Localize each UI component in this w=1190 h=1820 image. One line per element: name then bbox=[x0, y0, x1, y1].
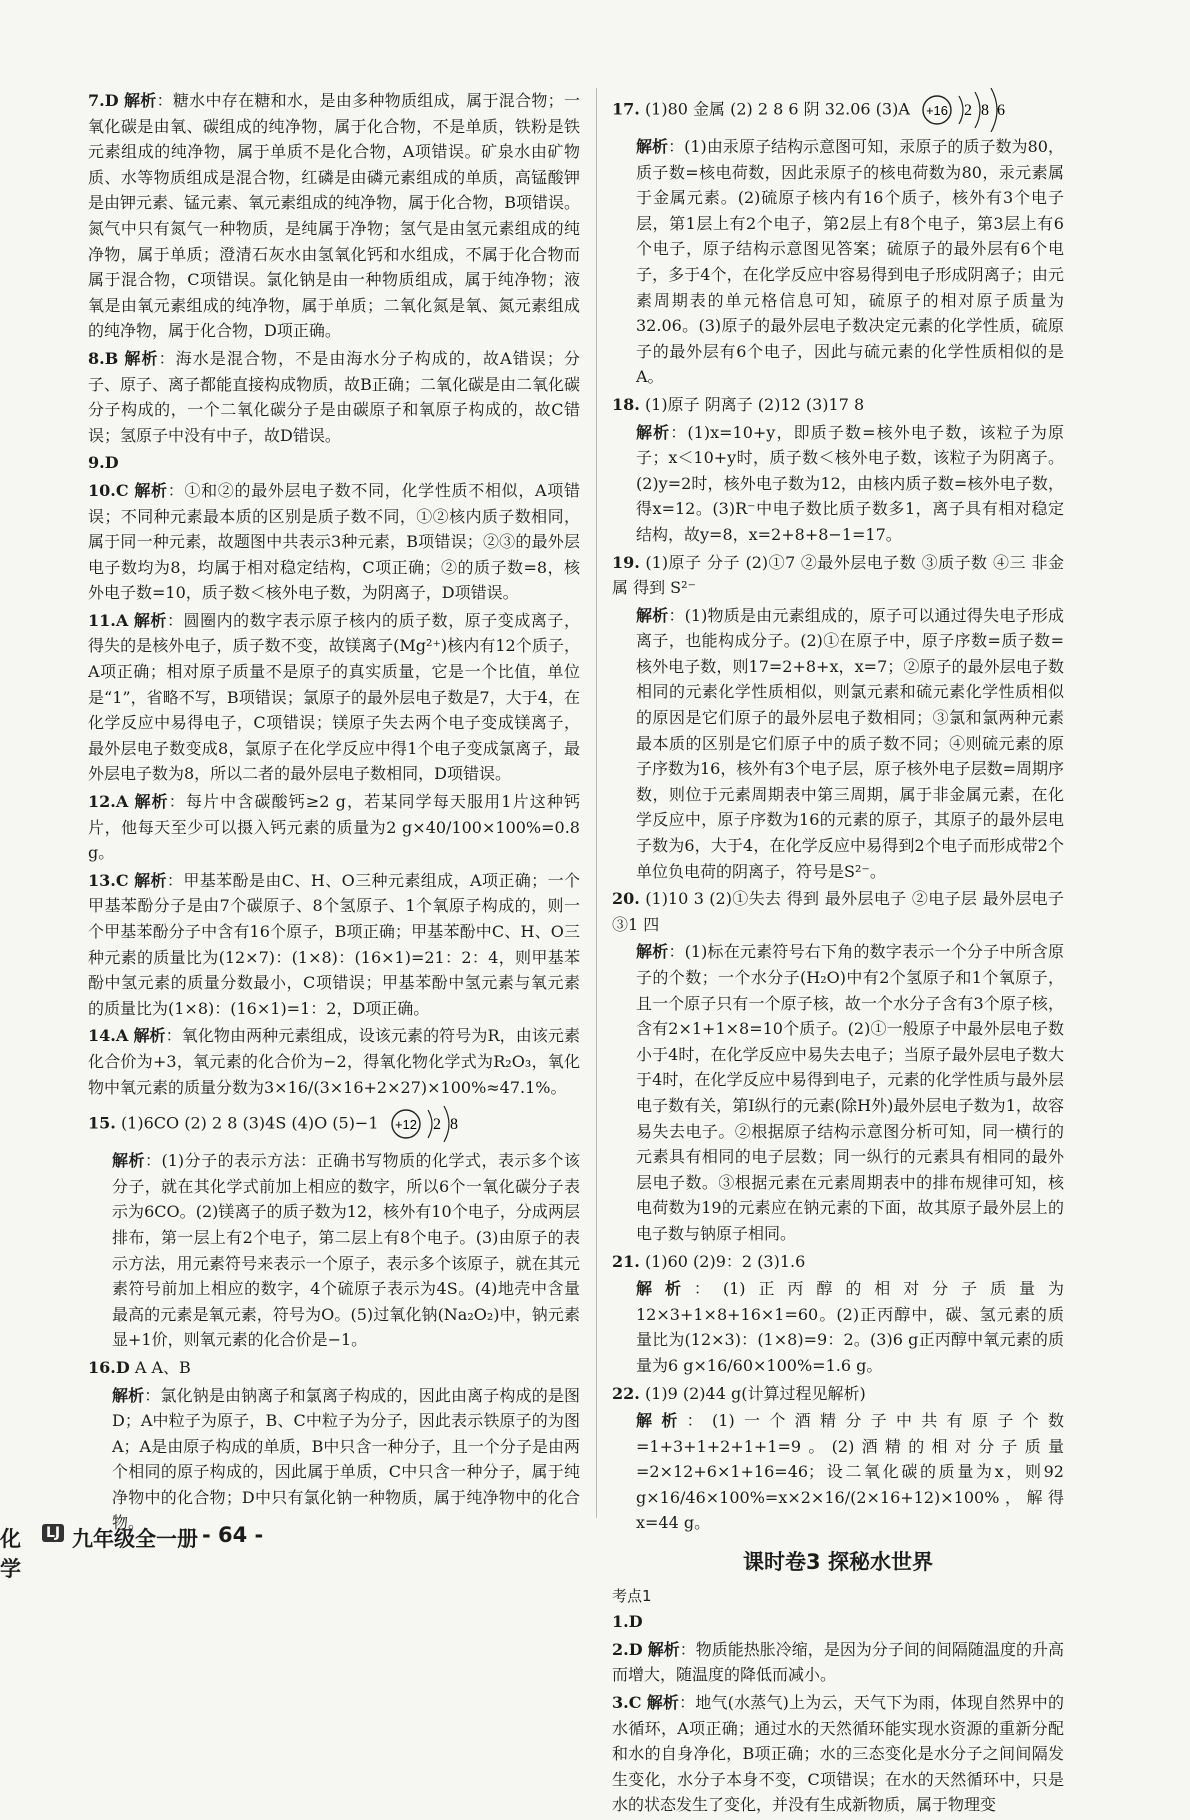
answer-item: 10.C 解析：①和②的最外层电子数不同，化学性质不相似，A项错误；不同种元素最本质的区别是质子数不同，①②核内质子数相同，属于同一种元素，故题图中共表示3种元素，B项错误；②③的最外层电子数均为8，均属于相对稳定结构，C项正确；②的质子数=8，核外电子数=10，质子数＜核外电子数，为阴离子，D项错误。 bbox=[88, 480, 580, 603]
analysis-text: 糖水中存在糖和水，是由多种物质组成，属于混合物；一氧化碳是由氧、碳组成的纯净物，属于化合物，不是单质，铁粉是铁元素组成的纯净物，属于单质不是化合物，A项错误。矿泉水由矿物质、水等物质组成是混合物，红磷是由磷元素组成的单质，高锰酸钾是由钾元素、锰元素、氧元素组成的纯净物，属于化合物，B项错误。氮气中只有氮气一种物质，是纯属于净物；氢气是由氢元素组成的纯净物，属于单质；澄清石灰水由氢氧化钙和水组成，不属于化合物而属于混合物，C项错误。氯化钠是由一种物质组成，属于纯净物；液氧是由氧元素组成的纯净物，属于单质；二氧化氮是氧、氮元素组成的纯净物，属于化合物，D项正确。 bbox=[88, 91, 580, 341]
analysis-label: 解析 bbox=[112, 1385, 145, 1405]
answer-item bbox=[612, 392, 1064, 418]
svg-text:8: 8 bbox=[449, 1116, 458, 1134]
answer-text: (1)原子 分子 (2)①7 ②最外层电子数 ③质子数 ④三 非金属 得到 S²⁻ bbox=[612, 552, 1064, 598]
answer-text: (1)60 (2)9：2 (3)1.6 bbox=[644, 1251, 806, 1271]
analysis-label: 解析 bbox=[134, 480, 168, 500]
answer-item: 解析：(1)x=10+y，即质子数=核外电子数，该粒子为原子；x＜10+y时，质子数＜核外电子数，该粒子为阴离子。(2)y=2时，核外电子数为12，由核内质子数=核外电子数，得x=12。(3)R⁻中电子数比质子数多1，离子具有相对稳定结构，故y=8，x=2+8+8−1=17。 bbox=[636, 422, 1064, 544]
mg-nucleus-label: +12 bbox=[394, 1117, 417, 1133]
answer-item: 解析：(1)分子的表示方法：正确书写物质的化学式，表示多个该分子，就在其化学式前加上相应的数字，所以6个一氧化碳分子表示为6CO。(2)镁离子的质子数为12，核外有10个电子，分成两层排布，第一层上有2个电子，第二层上有8个电子。(3)由原子的表示方法，用元素符号来表示一个原子，表示多个该原子，就在其元素符号前加上相应的数字，4个硫原子表示为4S。(4)地壳中含量最高的元素是氧元素，符号为O。(5)过氧化钠(Na₂O₂)中，钠元素显+1价，则氧元素的化合价是−1。 bbox=[112, 1151, 580, 1350]
analysis-label: 解析 bbox=[123, 91, 157, 110]
answer-item: 解析：(1)正丙醇的相对分子质量为12×3+1×8+16×1=60。(2)正丙醇中，碳、氢元素的质量比为(12×3)：(1×8)=9：2。(3)6 g正丙醇中氧元素的质量为6 g×16/60×100%=1.6 g。 bbox=[636, 1279, 1064, 1375]
answer-number: 3.C bbox=[612, 1693, 642, 1713]
answer-item: 3.C 解析：地气(水蒸气)上为云，天气下为雨，体现自然界中的水循环，A项正确；通过水的天然循环能实现水资源的重新分配和水的自身净化，B项正确；水的三态变化是水分子之间间隔发生变化，水分子本身不变，C项错误；在水的天然循环中，只是水的状态发生了变化，并没有生成新物质，属于物理变 bbox=[612, 1693, 1064, 1815]
answer-number: 13.C bbox=[88, 870, 129, 890]
analysis-text: ①和②的最外层电子数不同，化学性质不相似，A项错误；不同种元素最本质的区别是质子数不同，①②核内质子数相同，属于同一种元素，故题图中共表示3种元素，B项错误；②③的最外层电子数均为8，均属于相对稳定结构，C项正确；②的质子数=8，核外电子数=10，质子数＜核外电子数，为阴离子，D项错误。 bbox=[88, 480, 580, 603]
answer-number: 17. bbox=[612, 99, 640, 119]
answer-item: 12.A 解析：每片中含碳酸钙≥2 g，若某同学每天服用1片这种钙片，他每天至少可以摄入钙元素的质量为2 g×40/100×100%=0.8 g。 bbox=[88, 792, 580, 863]
answer-item bbox=[612, 1381, 1064, 1407]
s-nucleus-label: +16 bbox=[925, 103, 949, 118]
answer-number: 21. bbox=[612, 1251, 640, 1271]
answer-item bbox=[612, 550, 1064, 601]
analysis-text: 氧化物由两种元素组成，设该元素的符号为R，由该元素化合价为+3，氧元素的化合价为−2，得氧化物化学式为R₂O₃，氧化物中氧元素的质量分数为3×16/(3×16+2×27)×100%≈47.1%。 bbox=[88, 1026, 580, 1097]
answer-number: 9.D bbox=[88, 453, 119, 473]
answer-item: 2.D 解析：物质能热胀冷缩，是因为分子间的间隔随温度的升高而增大，随温度的降低而减小。 bbox=[612, 1639, 1064, 1685]
analysis-text: 氯化钠是由钠离子和氯离子构成的，因此由离子构成的是图D；A中粒子为原子，B、C中粒子为分子，因此表示铁原子的为图A；A是由原子构成的单质，B中只含一种分子，且一个分子是由两个相同的原子构成的，因此属于单质，C中只含一种分子，属于纯净物中的化合物；D中只有氯化钠一种物质，属于纯净物中的化合物。 bbox=[112, 1385, 580, 1533]
sulfur-atom-structure-diagram bbox=[915, 88, 1035, 132]
analysis-text: (1)正丙醇的相对分子质量为12×3+1×8+16×1=60。(2)正丙醇中，碳、氢元素的质量比为(12×3)：(1×8)=9：2。(3)6 g正丙醇中氧元素的质量为6 g×16/60×100%=1.6 g。 bbox=[636, 1279, 1064, 1375]
answer-number: 1.D bbox=[612, 1612, 643, 1632]
answer-text: (1)9 (2)44 g(计算过程见解析) bbox=[644, 1383, 866, 1403]
answer-item: 8.B 解析：海水是混合物，不是由海水分子构成的，故A错误；分子、原子、离子都能直接构成物质，故B正确；二氧化碳是由二氧化碳分子构成的，一个二氧化碳分子是由碳原子和氧原子构成的，故C错误；氢原子中没有中子，故D错误。 bbox=[88, 348, 580, 445]
answer-item bbox=[88, 1355, 580, 1381]
svg-text:2: 2 bbox=[432, 1116, 441, 1134]
answer-item: 14.A 解析：氧化物由两种元素组成，设该元素的符号为R，由该元素化合价为+3，氧元素的化合价为−2，得氧化物化学式为R₂O₃，氧化物中氧元素的质量分数为3×16/(3×16+2×27)×100%≈47.1%。 bbox=[88, 1026, 580, 1097]
answer-item bbox=[88, 1102, 580, 1146]
analysis-text: (1)分子的表示方法：正确书写物质的化学式，表示多个该分子，就在其化学式前加上相应的数字，所以6个一氧化碳分子表示为6CO。(2)镁离子的质子数为12，核外有10个电子，分成两层排布，第一层上有2个电子，第二层上有8个电子。(3)由原子的表示方法，用元素符号来表示一个原子，表示多个该原子，就在其元素符号前加上相应的数字，4个硫原子表示为4S。(4)地壳中含量最高的元素是氧元素，符号为O。(5)过氧化钠(Na₂O₂)中，钠元素显+1价，则氧元素的化合价是−1。 bbox=[112, 1151, 580, 1350]
answer-number: 2.D bbox=[612, 1639, 643, 1659]
answer-item bbox=[612, 886, 1064, 937]
answer-number: 11.A bbox=[88, 610, 129, 630]
answer-text: (1)原子 阴离子 (2)12 (3)17 8 bbox=[644, 394, 865, 414]
answer-item: 解析：(1)一个酒精分子中共有原子个数=1+3+1+2+1+1=9。(2)酒精的相对分子质量=2×12+6×1+16=46；设二氧化碳的质量为x，则92 g×16/46×100%=x×2×16/(2×16+12)×100%，解得x=44 g。 bbox=[636, 1411, 1064, 1533]
analysis-label: 解析 bbox=[636, 942, 669, 962]
answer-item: 解析：(1)由汞原子结构示意图可知，汞原子的质子数为80，质子数=核电荷数，因此汞原子的核电荷数为80，汞元素属于金属元素。(2)硫原子核内有16个质子，核外有3个电子层，第1层上有2个电子，第2层上有8个电子，第3层上有6个电子，原子结构示意图见答案；硫原子的最外层有6个电子，多于4个，在化学反应中容易得到电子形成阴离子；由元素周期表的单元格信息可知，硫原子的相对原子质量为32.06。(3)原子的最外层电子数决定元素的化学性质，硫原子的最外层有6个电子，因此与硫元素的化学性质相似的是A。 bbox=[636, 137, 1064, 387]
svg-text:2: 2 bbox=[963, 102, 972, 119]
answer-item bbox=[612, 1249, 1064, 1275]
analysis-text: (1)标在元素符号右下角的数字表示一个分子中所含原子的个数；一个水分子(H₂O)中有2个氢原子和1个氧原子，且一个原子只有一个原子核，故一个水分子含有3个原子核，含有2×1+1×8=10个质子。(2)①一般原子中最外层电子数小于4时，在化学反应中易失去电子；当原子最外层电子数大于4时，在化学反应中易得到电子，元素的化学性质与最外层电子数有关，第Ⅰ纵行的元素(除H外)最外层电子数为1，故容易失去电子。②根据原子结构示意图分析可知，同一横行的元素具有相同的电子层数；同一纵行的元素具有相同的最外层电子数。③根据元素在元素周期表中的排布规律可知，核电荷数为19的元素应在钠元素的下面，故其原子最外层上的电子数与钠原子相同。 bbox=[636, 942, 1064, 1243]
answer-text: A A、B bbox=[134, 1357, 191, 1377]
analysis-label: 解析 bbox=[133, 1026, 166, 1046]
answer-item: 解析：(1)标在元素符号右下角的数字表示一个分子中所含原子的个数；一个水分子(H₂O)中有2个氢原子和1个氧原子，且一个原子只有一个原子核，故一个水分子含有3个原子核，含有2×1+1×8=10个质子。(2)①一般原子中最外层电子数小于4时，在化学反应中易失去电子；当原子最外层电子数大于4时，在化学反应中易得到电子，元素的化学性质与最外层电子数有关，第Ⅰ纵行的元素(除H外)最外层电子数为1，故容易失去电子。②根据原子结构示意图分析可知，同一横行的元素具有相同的电子层数；同一纵行的元素具有相同的最外层电子数。③根据元素在元素周期表中的排布规律可知，核电荷数为19的元素应在钠元素的下面，故其原子最外层上的电子数与钠原子相同。 bbox=[636, 942, 1064, 1243]
analysis-text: (1)一个酒精分子中共有原子个数=1+3+1+2+1+1=9。(2)酒精的相对分子质量=2×12+6×1+16=46；设二氧化碳的质量为x，则92 g×16/46×100%=x×2×16/(2×16+12)×100%，解得x=44 g。 bbox=[636, 1411, 1064, 1533]
magnesium-ion-structure-diagram bbox=[384, 1102, 504, 1146]
answer-number: 16.D bbox=[88, 1357, 130, 1377]
analysis-label: 解析 bbox=[636, 137, 669, 156]
analysis-label: 解析 bbox=[636, 1411, 687, 1431]
analysis-text: 物质能热胀冷缩，是因为分子间的间隔随温度的升高而增大，随温度的降低而减小。 bbox=[612, 1639, 1064, 1685]
footer-edition-badge: LJ bbox=[42, 1524, 64, 1542]
answer-item bbox=[612, 1609, 1064, 1635]
analysis-text: 甲基苯酚是由C、H、O三种元素组成，A项正确；一个甲基苯酚分子是由7个碳原子、8个氢原子、1个氧原子构成的，则一个甲基苯酚分子中含有16个原子，B项正确；甲基苯酚中C、H、O三种元素的质量比为(12×7)：(1×8)：(16×1)=21：2：4，则甲基苯酚中氢元素的质量分数最小，C项错误；甲基苯酚中氢元素与氧元素的质量比为(1×8)：(16×1)=1：2，D项正确。 bbox=[88, 870, 580, 1018]
right-column bbox=[612, 88, 1064, 1820]
answer-number: 10.C bbox=[88, 480, 129, 500]
section-title: 课时卷3 探秘水世界 bbox=[743, 1550, 933, 1575]
analysis-label: 解析 bbox=[646, 1693, 680, 1713]
left-column bbox=[88, 88, 580, 1538]
answer-number: 15. bbox=[88, 1113, 116, 1133]
answer-text: (1)6CO (2) 2 8 (3)4S (4)O (5)−1 bbox=[120, 1113, 379, 1133]
analysis-label: 解析 bbox=[636, 1279, 694, 1299]
answer-item: 解析：氯化钠是由钠离子和氯离子构成的，因此由离子构成的是图D；A中粒子为原子，B、C中粒子为分子，因此表示铁原子的为图A；A是由原子构成的单质，B中只含一种分子，且一个分子是由两个相同的原子构成的，因此属于单质，C中只含一种分子，属于纯净物中的化合物；D中只有氯化钠一种物质，属于纯净物中的化合物。 bbox=[112, 1385, 580, 1533]
analysis-label: 解析 bbox=[133, 610, 167, 630]
analysis-text: 海水是混合物，不是由海水分子构成的，故A错误；分子、原子、离子都能直接构成物质，故B正确；二氧化碳是由二氧化碳分子构成的，一个二氧化碳分子是由碳原子和氧原子构成的，故C错误；氢原子中没有中子，故D错误。 bbox=[88, 348, 580, 445]
answer-number: 22. bbox=[612, 1383, 640, 1403]
answer-item: 11.A 解析：圆圈内的数字表示原子核内的质子数，原子变成离子，得失的是核外电子，质子数不变，故镁离子(Mg²⁺)核内有12个质子，A项正确；相对原子质量不是原子的真实质量，它是一个比值，单位是“1”，省略不写，B项错误；氯原子的最外层电子数是7，大于4，在化学反应中易得电子，C项错误；镁原子失去两个电子变成镁离子，最外层电子数变成8，氯原子在化学反应中得1个电子变成氯离子，最外层电子数为8，所以二者的最外层电子数相同，D项错误。 bbox=[88, 610, 580, 784]
answer-item bbox=[612, 88, 1064, 132]
footer-grade: 九年级全一册 bbox=[72, 1527, 198, 1551]
answer-number: 7.D bbox=[88, 91, 119, 110]
analysis-label: 解析 bbox=[636, 422, 671, 442]
answer-item: 解析：(1)物质是由元素组成的，原子可以通过得失电子形成离子，也能构成分子。(2)①在原子中，原子序数=质子数=核外电子数，则17=2+8+x，x=7；②原子的最外层电子数相同的元素化学性质相似，则氯元素和硫元素化学性质相似的原因是它们原子的最外层电子数相同；③氯和氯两种元素最本质的区别是它们原子中的质子数不同；④则硫元素的原子序数为16，核外有3个电子层，原子核外电子层数=周期序数，则位于元素周期表中第三周期，属于非金属元素，在化学反应中，原子序数为16的元素的原子，其原子的最外层电子数为6，大于4，在化学反应中易得到2个电子而形成带2个单位负电荷的阴离子，符号是S²⁻。 bbox=[636, 605, 1064, 881]
answer-text: (1)80 金属 (2) 2 8 6 阴 32.06 (3)A bbox=[644, 99, 910, 119]
answer-item: 13.C 解析：甲基苯酚是由C、H、O三种元素组成，A项正确；一个甲基苯酚分子是由7个碳原子、8个氢原子、1个氧原子构成的，则一个甲基苯酚分子中含有16个原子，B项正确；甲基苯酚中C、H、O三种元素的质量比为(12×7)：(1×8)：(16×1)=21：2：4，则甲基苯酚中氢元素的质量分数最小，C项错误；甲基苯酚中氢元素与氧元素的质量比为(1×8)：(16×1)=1：2，D项正确。 bbox=[88, 870, 580, 1018]
analysis-label: 解析 bbox=[647, 1639, 680, 1659]
answer-number: 18. bbox=[612, 394, 640, 414]
analysis-label: 解析 bbox=[124, 348, 159, 368]
analysis-label: 解析 bbox=[134, 870, 167, 890]
analysis-label: 解析 bbox=[636, 605, 669, 625]
column-divider bbox=[596, 88, 597, 1518]
analysis-label: 解析 bbox=[134, 792, 169, 812]
analysis-text: (1)物质是由元素组成的，原子可以通过得失电子形成离子，也能构成分子。(2)①在原子中，原子序数=质子数=核外电子数，则17=2+8+x，x=7；②原子的最外层电子数相同的元素化学性质相似，则氯元素和硫元素化学性质相似的原因是它们原子的最外层电子数相同；③氯和氯两种元素最本质的区别是它们原子中的质子数不同；④则硫元素的原子序数为16，核外有3个电子层，原子核外电子层数=周期序数，则位于元素周期表中第三周期，属于非金属元素，在化学反应中，原子序数为16的元素的原子，其原子的最外层电子数为6，大于4，在化学反应中易得到2个电子而形成带2个单位负电荷的阴离子，符号是S²⁻。 bbox=[636, 605, 1064, 881]
answer-number: 20. bbox=[612, 889, 640, 909]
page-number: - 64 - bbox=[202, 1523, 264, 1547]
analysis-text: 圆圈内的数字表示原子核内的质子数，原子变成离子，得失的是核外电子，质子数不变，故镁离子(Mg²⁺)核内有12个质子，A项正确；相对原子质量不是原子的真实质量，它是一个比值，单位是“1”，省略不写，B项错误；氯原子的最外层电子数是7，大于4，在化学反应中易得电子，C项错误；镁原子失去两个电子变成镁离子，最外层电子数变成8，氯原子在化学反应中得1个电子变成氯离子，最外层电子数为8，所以二者的最外层电子数相同，D项错误。 bbox=[88, 610, 580, 784]
answer-number: 8.B bbox=[88, 348, 119, 368]
svg-text:6: 6 bbox=[996, 102, 1005, 119]
svg-text:8: 8 bbox=[980, 102, 989, 119]
answer-number: 12.A bbox=[88, 792, 129, 812]
analysis-text: 地气(水蒸气)上为云，天气下为雨，体现自然界中的水循环，A项正确；通过水的天然循环能实现水资源的重新分配和水的自身净化，B项正确；水的三态变化是水分子之间间隔发生变化，水分子本身不变，C项错误；在水的天然循环中，只是水的状态发生了变化，并没有生成新物质，属于物理变 bbox=[612, 1693, 1064, 1815]
analysis-text: (1)x=10+y，即质子数=核外电子数，该粒子为原子；x＜10+y时，质子数＜核外电子数，该粒子为阴离子。(2)y=2时，核外电子数为12，由核内质子数=核外电子数，得x=12。(3)R⁻中电子数比质子数多1，离子具有相对稳定结构，故y=8，x=2+8+8−1=17。 bbox=[636, 422, 1064, 544]
analysis-label: 解析 bbox=[112, 1151, 145, 1171]
answer-item bbox=[88, 450, 580, 476]
answer-item: 7.D 解析：糖水中存在糖和水，是由多种物质组成，属于混合物；一氧化碳是由氧、碳组成的纯净物，属于化合物，不是单质，铁粉是铁元素组成的纯净物，属于单质不是化合物，A项错误。矿泉水由矿物质、水等物质组成是混合物，红磷是由磷元素组成的单质，高锰酸钾是由钾元素、锰元素、氧元素组成的纯净物，属于化合物，B项错误。氮气中只有氮气一种物质，是纯属于净物；氢气是由氢元素组成的纯净物，属于单质；澄清石灰水由氢氧化钙和水组成，不属于化合物而属于混合物，C项错误。氯化钠是由一种物质组成，属于纯净物；液氧是由氧元素组成的纯净物，属于单质；二氧化氮是氧、氮元素组成的纯净物，属于化合物，D项正确。 bbox=[88, 91, 580, 341]
analysis-text: (1)由汞原子结构示意图可知，汞原子的质子数为80，质子数=核电荷数，因此汞原子的核电荷数为80，汞元素属于金属元素。(2)硫原子核内有16个质子，核外有3个电子层，第1层上有2个电子，第2层上有8个电子，第3层上有6个电子，原子结构示意图见答案；硫原子的最外层有6个电子，多于4个，在化学反应中容易得到电子形成阴离子；由元素周期表的单元格信息可知，硫原子的相对原子质量为32.06。(3)原子的最外层电子数决定元素的化学性质，硫原子的最外层有6个电子，因此与硫元素的化学性质相似的是A。 bbox=[636, 137, 1064, 387]
analysis-text: 每片中含碳酸钙≥2 g，若某同学每天服用1片这种钙片，他每天至少可以摄入钙元素的质量为2 g×40/100×100%=0.8 g。 bbox=[88, 792, 580, 863]
footer-subject: 化学 bbox=[0, 1527, 21, 1581]
answer-text: (1)10 3 (2)①失去 得到 最外层电子 ②电子层 最外层电子 ③1 四 bbox=[612, 889, 1064, 934]
answer-number: 19. bbox=[612, 552, 640, 572]
answer-number: 14.A bbox=[88, 1026, 129, 1046]
topic-label: 考点1 bbox=[612, 1586, 652, 1605]
